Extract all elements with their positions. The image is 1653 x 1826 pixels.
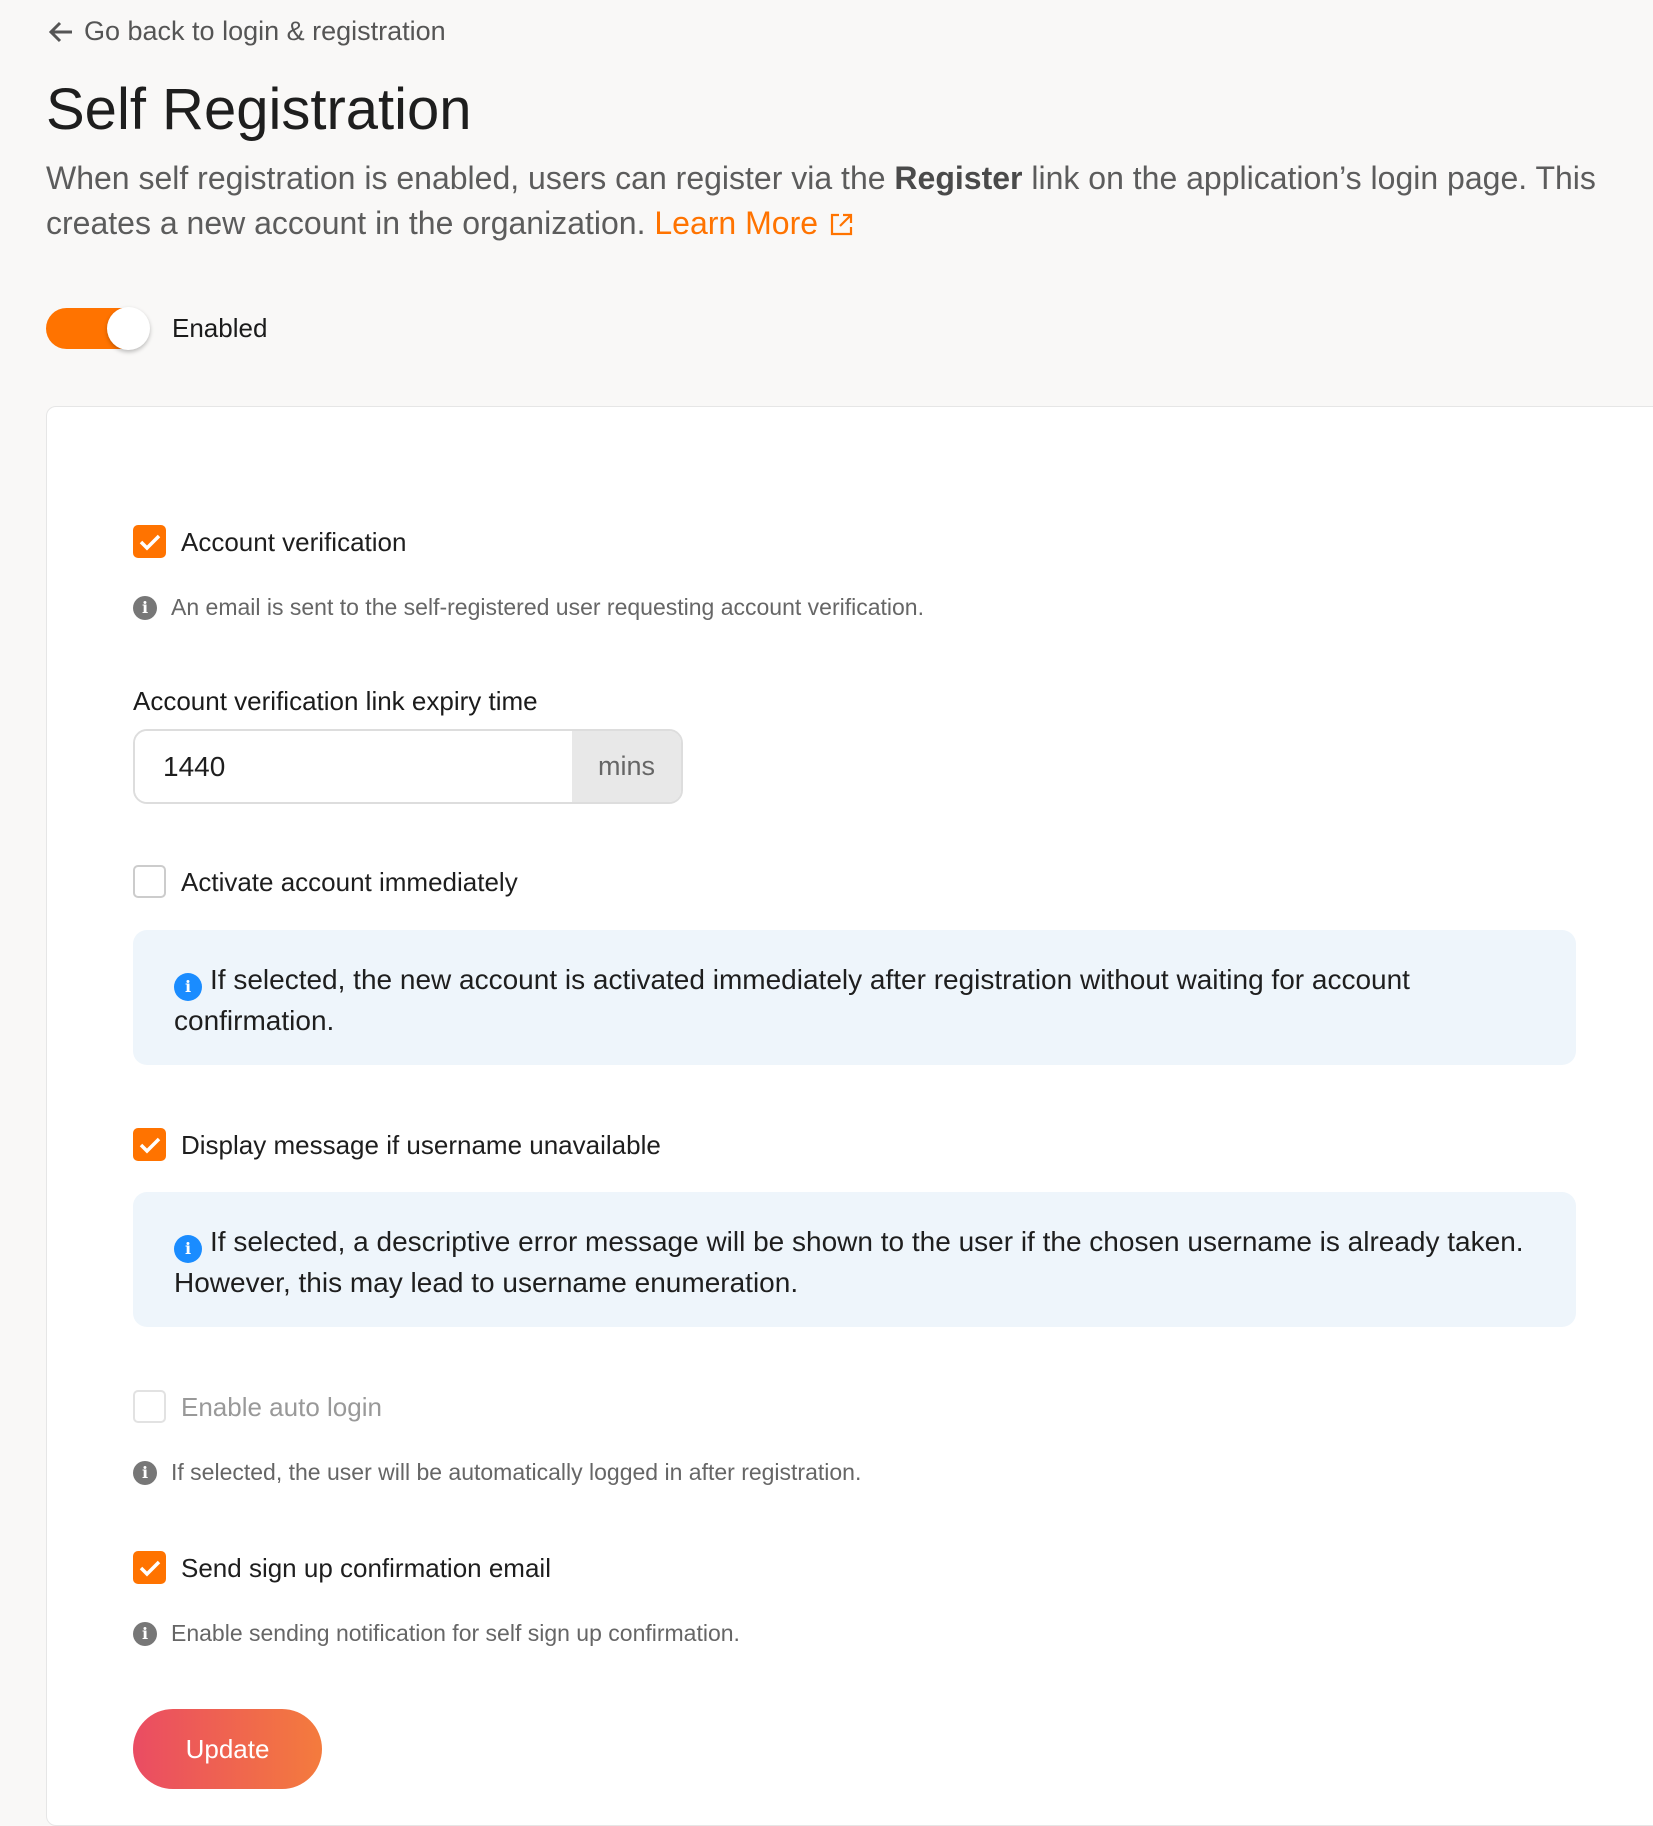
activate-immediately-checkbox[interactable] — [133, 865, 166, 898]
username-message-note — [133, 1192, 1576, 1327]
hint-text: Enable sending notification for self sign up confirmation. — [171, 1620, 740, 1646]
check-icon — [139, 1136, 161, 1154]
signup-email-checkbox[interactable] — [133, 1551, 166, 1584]
info-icon: i — [133, 596, 157, 620]
back-link-label: Go back to login & registration — [84, 16, 446, 46]
activate-immediately-label: Activate account immediately — [181, 867, 518, 897]
page-description — [46, 156, 1606, 246]
note-text: If selected, the new account is activated immediately after registration without waiting for account confirmation. — [174, 964, 1410, 1036]
external-link-icon — [827, 211, 855, 239]
toggle-knob — [107, 307, 150, 350]
info-icon: i — [133, 1622, 157, 1646]
expiry-unit: mins — [572, 731, 681, 802]
account-verification-checkbox[interactable] — [133, 525, 166, 558]
learn-more-label: Learn More — [654, 205, 819, 241]
description-text: When self registration is enabled, users can register via the — [46, 160, 895, 196]
toggle-label: Enabled — [172, 313, 268, 343]
auto-login-hint — [133, 1459, 861, 1486]
enabled-toggle[interactable] — [46, 308, 148, 349]
expiry-input[interactable] — [135, 731, 572, 802]
update-button[interactable]: Update — [133, 1709, 322, 1789]
info-icon: i — [133, 1461, 157, 1485]
arrow-left-icon — [48, 20, 74, 44]
hint-text: If selected, the user will be automatically logged in after registration. — [171, 1459, 862, 1485]
signup-email-hint — [133, 1620, 740, 1647]
back-link[interactable] — [48, 16, 446, 47]
info-icon: i — [174, 1235, 202, 1263]
account-verification-hint — [133, 594, 924, 621]
username-message-label: Display message if username unavailable — [181, 1130, 661, 1160]
expiry-label: Account verification link expiry time — [133, 686, 538, 716]
hint-text: An email is sent to the self-registered user requesting account verification. — [171, 594, 924, 620]
learn-more-link[interactable] — [654, 205, 855, 241]
check-icon — [139, 1559, 161, 1577]
signup-email-label: Send sign up confirmation email — [181, 1553, 551, 1583]
auto-login-checkbox[interactable] — [133, 1390, 166, 1423]
note-text: If selected, a descriptive error message will be shown to the user if the chosen username is already taken. However, this may lead to username enumeration. — [174, 1226, 1524, 1298]
register-bold: Register — [894, 160, 1023, 196]
description-text-2: link on the application’s login page. This creates a new account in the organization. — [46, 160, 1596, 241]
info-icon: i — [174, 973, 202, 1001]
activate-immediately-note — [133, 930, 1576, 1065]
expiry-field — [133, 729, 683, 804]
account-verification-label: Account verification — [181, 527, 407, 557]
username-message-checkbox[interactable] — [133, 1128, 166, 1161]
auto-login-label: Enable auto login — [181, 1392, 382, 1422]
page-title: Self Registration — [46, 77, 472, 142]
check-icon — [139, 533, 161, 551]
